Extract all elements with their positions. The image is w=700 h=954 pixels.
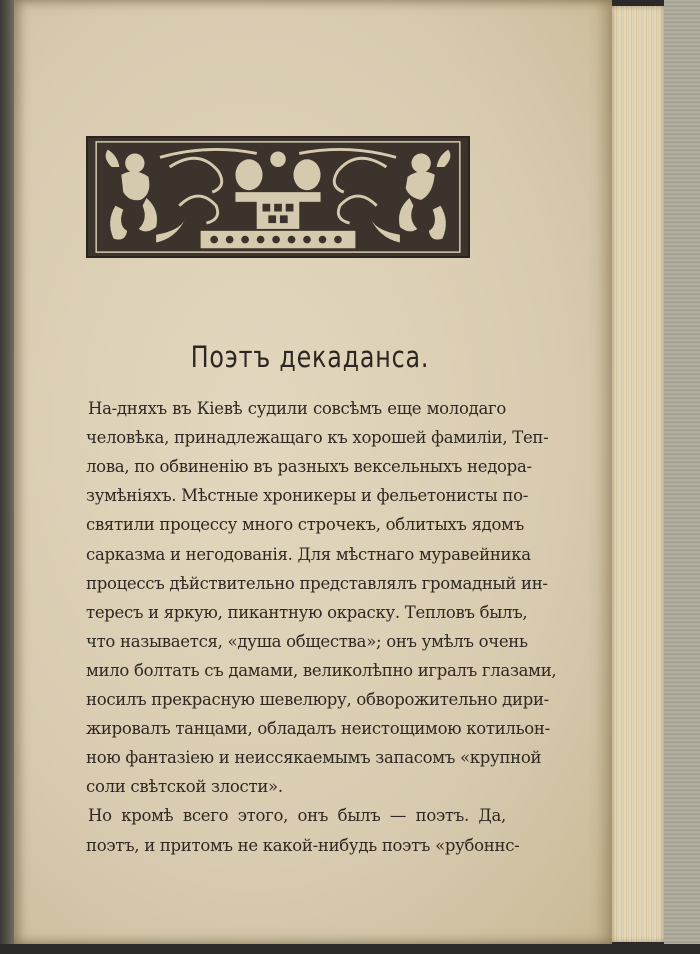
book-bottom-edge [0, 944, 700, 954]
text-line: что называется, «душа общества»; онъ умѣлъ очень [86, 631, 528, 651]
text-line: ною фантазіею и неиссякаемымъ запасомъ «крупной [86, 748, 542, 768]
text-line: Но кромѣ всего этого, онъ былъ — поэтъ. Да, [88, 806, 506, 826]
text-line: мило болтать съ дамами, великолѣпно игралъ глазами, [86, 660, 557, 680]
text-line: лова, по обвиненію въ разныхъ вексельныхъ недора- [86, 457, 532, 477]
text-line: сарказма и негодованія. Для мѣстнаго муравейника [86, 544, 531, 564]
book-cover-edge [664, 0, 700, 954]
ornamental-headpiece [86, 136, 470, 258]
text-line: носилъ прекрасную шевелюру, обворожительно дири- [86, 690, 549, 709]
text-line: человѣка, принадлежащаго къ хорошей фамиліи, Теп- [86, 428, 549, 448]
text-line: тересъ и яркую, пикантную окраску. Тепловъ былъ, [86, 602, 528, 622]
text-line: соли свѣтской злости». [86, 777, 283, 797]
text-line: поэтъ, и притомъ не какой-нибудь поэтъ «рубоннс- [86, 835, 520, 855]
headpiece-ornament-icon [88, 138, 468, 256]
text-line: жировалъ танцами, обладалъ неистощимою котильон- [86, 719, 550, 739]
page-edges [612, 6, 664, 942]
text-line: зумѣніяхъ. Мѣстные хроникеры и фельетонисты по- [86, 486, 528, 506]
chapter-title: Поэтъ декаданса. [190, 340, 430, 374]
text-line: святили процессу много строчекъ, облитыхъ ядомъ [86, 515, 524, 535]
text-line: На-дняхъ въ Кіевѣ судили совсѣмъ еще молодаго [88, 399, 506, 418]
text-line: процессъ дѣйствительно представлялъ громадный ин- [86, 573, 548, 593]
